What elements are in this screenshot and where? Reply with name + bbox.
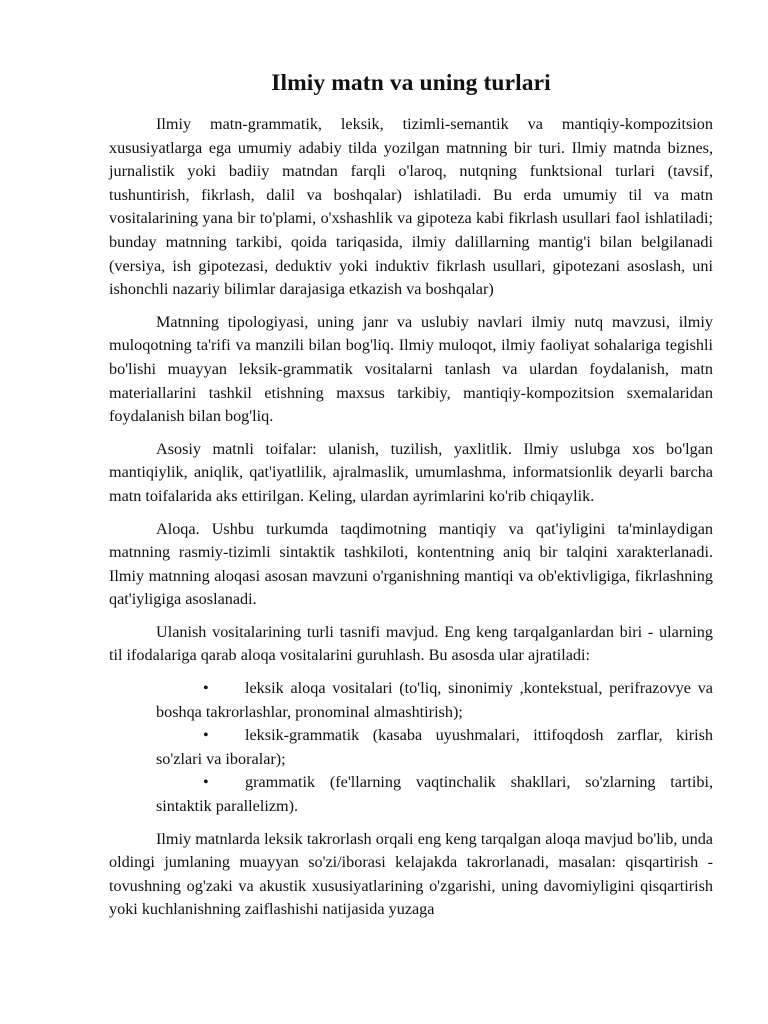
bullet-item-grammatical (156, 771, 713, 818)
bullet-text: leksik aloqa vositalari (to'liq, sinonimiy ,kontekstual, perifrazovye va boshqa takrorlashlar, pronominal almashtirish); (156, 679, 713, 721)
paragraph-categories: Asosiy matnli toifalar: ulanish, tuzilish, yaxlitlik. Ilmiy uslubga xos bo'lgan mantiqiylik, aniqlik, qat'iyatlilik, ajralmaslik, umumlashma, informatsionlik deyarli barcha matn toifalarida aks ettirilgan. Keling, ulardan ayrimlarini ko'rib chiqaylik. (109, 439, 713, 505)
paragraph-typology: Matnning tipologiyasi, uning janr va uslubiy navlari ilmiy nutq mavzusi, ilmiy muloqotning ta'rifi va manzili bilan bog'liq. Ilmiy muloqot, ilmiy faoliyat sohalariga tegishli bo'lishi muayyan leksik-grammatik vositalarni tanlash va ulardan foydalanish, matn materiallarini tashkil etishning maxsus tarkibiy, mantiqiy-kompozitsion sxemalaridan foydalanish bilan bog'liq. (109, 312, 713, 426)
document-title: Ilmiy matn va uning turlari (271, 70, 551, 96)
paragraph-connection: Aloqa. Ushbu turkumda taqdimotning mantiqiy va qat'iyligini ta'minlaydigan matnning rasmiy-tizimli sintaktik tashkiloti, kontentning aniq bir talqini xarakterlanadi. Ilmiy matnning aloqasi asosan mavzuni o'rganishning mantiqi va ob'ektivligiga, fikrlashning qat'iyligiga asoslanadi. (109, 519, 713, 609)
bullet-item-lexical (156, 677, 713, 724)
bullet-dot-icon: • (203, 726, 209, 745)
bullet-text: leksik-grammatik (kasaba uyushmalari, ittifoqdosh zarflar, kirish so'zlari va iboralar); (156, 726, 713, 768)
bullet-dot-icon: • (203, 773, 209, 792)
paragraph-classification: Ulanish vositalarining turli tasnifi mavjud. Eng keng tarqalganlardan biri - ularning til ifodalariga qarab aloqa vositalarini guruhlash. Bu asosda ular ajratiladi: (109, 622, 713, 665)
bullet-dot-icon: • (203, 679, 209, 698)
bullet-list (109, 677, 713, 819)
document-body (109, 66, 713, 931)
bullet-text: grammatik (fe'llarning vaqtinchalik shakllari, so'zlarning tartibi, sintaktik parallelizm). (156, 773, 713, 816)
paragraph-closing: Ilmiy matnlarda leksik takrorlash orqali eng keng tarqalgan aloqa mavjud bo'lib, unda oldingi jumlaning muayyan so'zi/iborasi kelajakda takrorlanadi, masalan: qisqartirish - tovushning og'zaki va akustik xususiyatlarining o'zgarishi, uning davomiyligini qisqartirish yoki kuchlanishning zaiflashishi natijasida yuzaga (109, 829, 713, 919)
paragraph-intro: Ilmiy matn-grammatik, leksik, tizimli-semantik va mantiqiy-kompozitsion xususiyatlarga ega umumiy adabiy tilda yozilgan matnning bir turi. Ilmiy matnda biznes, jurnalistik yoki badiiy matndan farqli o'laroq, nutqning funktsional turlari (tavsif, tushuntirish, fikrlash, dalil va boshqalar) ishlatiladi. Bu erda umumiy til va matn vositalarining yana bir to'plami, o'xshashlik va gipoteza kabi fikrlash usullari faol ishlatiladi; bunday matnning tarkibi, qoida tariqasida, ilmiy dalillarning mantig'i bilan belgilanadi (versiya, ish gipotezasi, deduktiv yoki induktiv fikrlash usullari, gipotezani asoslash, uni ishonchli nazariy bilimlar darajasiga etkazish va boshqalar) (109, 115, 713, 299)
bullet-item-lexical-grammatical (156, 724, 713, 771)
